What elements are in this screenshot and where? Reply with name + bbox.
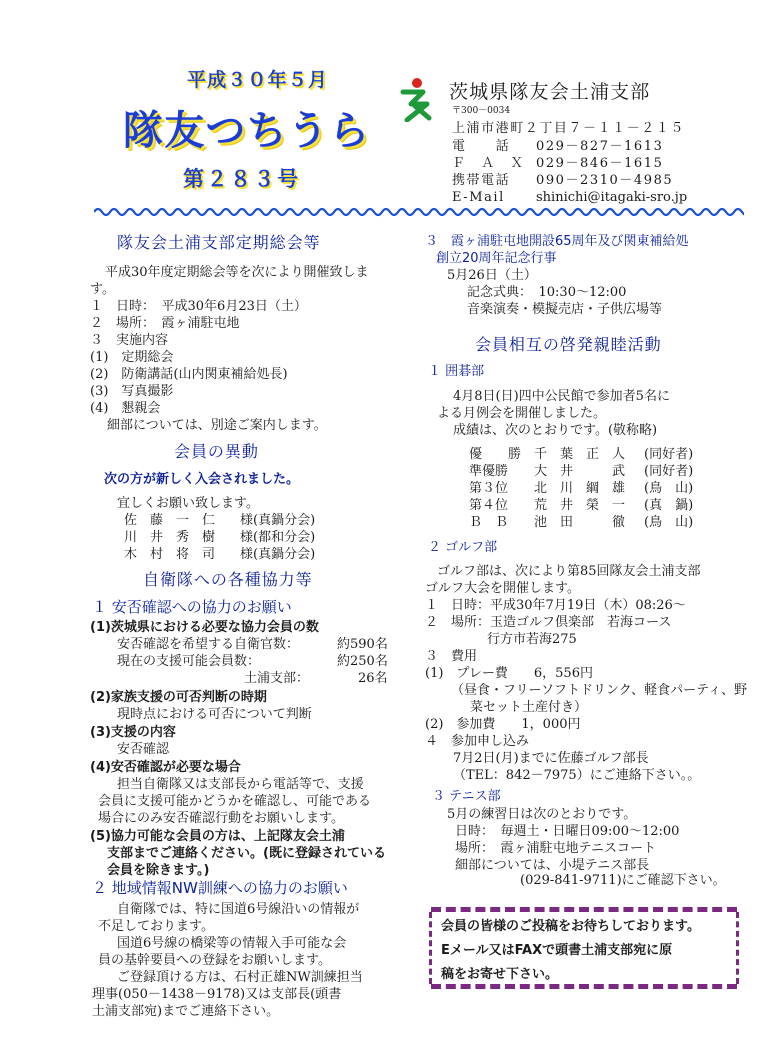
tennis-club-text: 5月の練習日は次のとおりです。 bbox=[447, 807, 637, 822]
go-result-rank: Ｂ Ｂ bbox=[469, 515, 509, 530]
tennis-date: 日時： 毎週土・日曜日09:00〜12:00 bbox=[455, 824, 680, 839]
mobile-label: 携帯電話 bbox=[452, 173, 511, 188]
when-needed-text: 担当自衛隊又は支部長から電話等で、支援 bbox=[117, 777, 364, 792]
golf-application-text: （TEL：842－7975）にご連絡下さい。。 bbox=[453, 768, 701, 783]
go-result-rank: 優 勝 bbox=[469, 447, 522, 462]
safety-confirmation-heading: １ 安否確認への協力のお願い bbox=[92, 598, 292, 616]
tel-label: 電 話 bbox=[452, 139, 511, 154]
golf-application-heading: ４ 参加申し込み bbox=[425, 734, 530, 749]
issue-number: 第２８３号 bbox=[183, 167, 301, 191]
golf-fee-note: （昼食・フリーソフトドリンク、軽食パーティ、野 bbox=[451, 683, 748, 698]
go-result-rank: 第３位 bbox=[469, 481, 509, 496]
when-needed-text: 場合にのみ安否確認行動をお願いします。 bbox=[98, 811, 344, 826]
golf-application-text: 7月2日(月)までに佐藤ゴルフ部長 bbox=[453, 751, 649, 766]
golf-fee-note: 菜セット土産付き） bbox=[470, 700, 588, 715]
section-title-member-activities: 会員相互の啓発親睦活動 bbox=[475, 335, 662, 354]
count-label: 現在の支援可能会員数： bbox=[117, 654, 261, 669]
nw-training-text: 員の基幹要員への登録をお願いします。 bbox=[98, 953, 331, 968]
go-result-name: 荒 井 榮 一 bbox=[534, 498, 626, 513]
nw-training-heading: ２ 地域情報NW訓練への協力のお願い bbox=[92, 879, 348, 897]
go-club-text: 成績は、次のとおりです。(敬称略) bbox=[453, 423, 658, 438]
go-club-text: よる月例会を開催しました。 bbox=[437, 406, 607, 421]
golf-date: １ 日時：平成30年7月19日（木）08:26〜 bbox=[425, 598, 686, 613]
meeting-contents-heading: ３ 実施内容 bbox=[90, 333, 169, 348]
meeting-note: 細部については、別途ご案内します。 bbox=[107, 418, 327, 433]
meeting-item: (3) 写真撮影 bbox=[90, 384, 174, 399]
count-label: 土浦支部： bbox=[244, 671, 310, 686]
contact-request-text: 会員を除きます。) bbox=[107, 863, 210, 878]
meeting-item: (2) 防衛講話(山内関東補給処長) bbox=[90, 367, 288, 382]
anniversary-event-title: ３ 霞ヶ浦駐屯地開設65周年及び関東補給処 bbox=[425, 234, 689, 249]
section-title-general-meeting: 隊友会土浦支部定期総会等 bbox=[117, 233, 321, 252]
fax-label: Ｆ Ａ Ｘ bbox=[452, 156, 525, 171]
contact-request-text: 支部までご連絡ください。(既に登録されている bbox=[107, 846, 386, 861]
org-logo bbox=[397, 76, 435, 122]
new-members-intro: 宜しくお願い致します。 bbox=[117, 496, 259, 511]
go-result-name: 池 田 徹 bbox=[534, 515, 626, 530]
golf-club-text: ゴルフ部は、次により第85回隊友会土浦支部 bbox=[437, 564, 701, 579]
org-name: 茨城県隊友会土浦支部 bbox=[449, 81, 651, 103]
golf-play-fee: (1) プレー費 6，556円 bbox=[425, 666, 593, 681]
member-name: 佐 藤 一 仁 bbox=[124, 513, 216, 528]
anniversary-event-title: 創立20周年記念行事 bbox=[436, 251, 557, 266]
issue-date: 平成３０年５月 bbox=[187, 69, 328, 91]
go-club-heading: １ 囲碁部 bbox=[428, 364, 485, 379]
notice-text: 会員の皆様のご投稿をお待ちしております。 bbox=[441, 919, 700, 934]
go-result-name: 北 川 綱 雄 bbox=[534, 481, 626, 496]
postal-code: 〒300－0034 bbox=[452, 106, 511, 116]
member-branch: 様(都和分会) bbox=[240, 530, 316, 545]
count-value: 約590名 bbox=[337, 637, 388, 652]
go-club-text: 4月8日(日)四中公民館で参加者5名に bbox=[453, 389, 670, 404]
count-label: 安否確認を希望する自衛官数： bbox=[117, 637, 300, 652]
org-address: 上浦市港町２丁目７－１１－２１５ bbox=[452, 121, 685, 136]
golf-club-heading: ２ ゴルフ部 bbox=[428, 540, 498, 555]
go-result-note: (同好者) bbox=[644, 447, 694, 462]
golf-place: ２ 場所：玉造ゴルフ倶楽部 若海コース bbox=[425, 615, 672, 630]
go-result-rank: 準優勝 bbox=[469, 464, 509, 479]
required-count-heading: (1)茨城県における必要な協力会員の数 bbox=[90, 620, 319, 635]
mobile-number: 090－2310－4985 bbox=[536, 173, 674, 188]
meeting-date: １ 日時： 平成30年6月23日（土） bbox=[90, 299, 307, 314]
golf-entry-fee: (2) 参加費 1，000円 bbox=[425, 717, 581, 732]
section-title-sdf-cooperation: 自衛隊への各種協力等 bbox=[143, 570, 313, 589]
golf-fee-heading: ３ 費用 bbox=[425, 649, 478, 664]
email-address: shinichi@itagaki-sro.jp bbox=[536, 190, 688, 205]
meeting-item: (1) 定期総会 bbox=[90, 350, 174, 365]
contact-request-text: (5)協力可能な会員の方は、上記隊友会土浦 bbox=[90, 829, 345, 844]
email-label: E-Mail bbox=[452, 190, 505, 205]
member-name: 川 井 秀 樹 bbox=[124, 530, 216, 545]
go-result-note: (鳥 山) bbox=[644, 515, 694, 530]
golf-place-address: 行方市若海275 bbox=[487, 632, 577, 647]
member-branch: 様(真鍋分会) bbox=[240, 513, 316, 528]
family-support-heading: (2)家族支援の可否判断の時期 bbox=[90, 690, 267, 705]
member-branch: 様(真鍋分会) bbox=[240, 547, 316, 562]
anniversary-date: 5月26日（土） bbox=[447, 268, 537, 283]
golf-club-text: ゴルフ大会を開催します。 bbox=[425, 581, 580, 596]
nw-training-text: 土浦支部宛)までご連絡下さい。 bbox=[92, 1004, 280, 1019]
go-result-note: (真 鍋) bbox=[644, 498, 694, 513]
nw-training-text: 理事(050－1438－9178)又は支部長(頭書 bbox=[92, 987, 342, 1002]
go-result-note: (鳥 山) bbox=[644, 481, 694, 496]
tennis-contact: (029-841-9711)にご確認下さい。 bbox=[520, 873, 726, 888]
member-name: 木 村 将 司 bbox=[124, 547, 216, 562]
nw-training-text: 国道6号線の橋梁等の情報入手可能な会 bbox=[117, 936, 347, 951]
support-content-text: 安否確認 bbox=[117, 742, 170, 757]
go-result-name: 大 井 武 bbox=[534, 464, 626, 479]
meeting-item: (4) 懇親会 bbox=[90, 401, 161, 416]
go-result-note: (同好者) bbox=[644, 464, 694, 479]
meeting-place: ２ 場所： 霞ヶ浦駐屯地 bbox=[90, 316, 240, 331]
when-needed-heading: (4)安否確認が必要な場合 bbox=[90, 760, 241, 775]
tennis-place: 場所： 霞ヶ浦駐屯地テニスコート bbox=[455, 841, 656, 856]
tennis-note: 細部については、小堤テニス部長 bbox=[455, 858, 650, 873]
anniversary-ceremony: 記念式典： 10:30〜12:00 bbox=[467, 285, 627, 300]
meeting-text-line: 平成30年度定期総会等を次により開催致しま bbox=[105, 265, 369, 280]
masthead-divider bbox=[94, 203, 744, 222]
family-support-text: 現時点における可否について判断 bbox=[117, 707, 312, 722]
go-result-rank: 第４位 bbox=[469, 498, 509, 513]
count-value: 約250名 bbox=[337, 654, 388, 669]
tennis-club-heading: ３ テニス部 bbox=[432, 789, 501, 804]
new-members-subtitle: 次の方が新しく入会されました。 bbox=[104, 472, 300, 487]
notice-text: 稿をお寄せ下さい。 bbox=[441, 967, 559, 982]
nw-training-text: 不足しております。 bbox=[98, 919, 214, 934]
support-content-heading: (3)支援の内容 bbox=[90, 725, 176, 740]
notice-text: Eメール又はFAXで頭書土浦支部宛に原 bbox=[441, 943, 673, 958]
meeting-text-line: す。 bbox=[90, 282, 115, 297]
fax-number: 029－846－1615 bbox=[536, 156, 664, 171]
go-result-name: 千 葉 正 人 bbox=[534, 447, 626, 462]
tel-number: 029－827－1613 bbox=[536, 139, 664, 154]
count-value: 26名 bbox=[358, 671, 388, 686]
nw-training-text: 自衛隊では、特に国道6号線沿いの情報が bbox=[117, 902, 360, 917]
newsletter-title: 隊友つちうら bbox=[123, 108, 371, 154]
anniversary-events: 音楽演奏・模擬売店・子供広場等 bbox=[467, 302, 663, 317]
nw-training-text: ご登録頂ける方は、石村正雄NW訓練担当 bbox=[117, 970, 363, 985]
section-title-member-changes: 会員の異動 bbox=[174, 442, 259, 461]
when-needed-text: 会員に支援可能かどうかを確認し、可能である bbox=[98, 794, 372, 809]
